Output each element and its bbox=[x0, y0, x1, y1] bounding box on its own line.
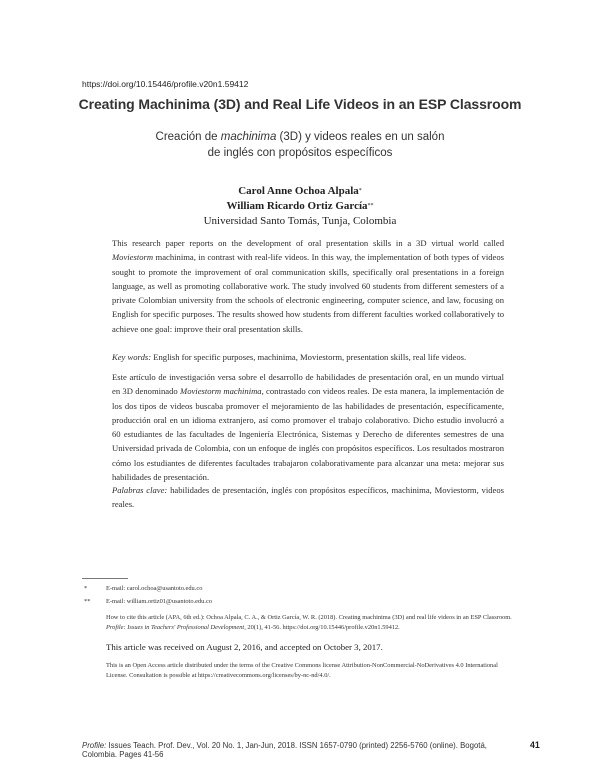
page-number: 41 bbox=[530, 740, 540, 750]
spanish-title-text: Creación de bbox=[155, 131, 221, 143]
article-title: Creating Machinima (3D) and Real Life Videos in an ESP Classroom bbox=[78, 96, 522, 112]
footnote-email[interactable]: E-mail: carol.ochoa@usantoto.edu.co bbox=[106, 585, 203, 592]
footer-journal: Profile: bbox=[82, 741, 107, 750]
keywords-text: habilidades de presentación, inglés con propósitos específicos, machinima, Moviestorm, videos reales. bbox=[112, 485, 504, 510]
keywords-en bbox=[112, 350, 504, 364]
author-footnote-mark: ** bbox=[367, 203, 374, 209]
resumen-italic: Moviestorm machinima bbox=[180, 386, 262, 397]
citation-text: 20(1), 41-56. https://doi.org/10.15446/profile.v20n1.59412. bbox=[245, 624, 400, 631]
footnote-mark: * bbox=[84, 585, 88, 592]
citation-journal: Profile: Issues in Teachers' Professional Development, bbox=[106, 624, 246, 631]
keywords-label: Key words: bbox=[112, 352, 152, 362]
affiliation: Universidad Santo Tomás, Tunja, Colombia bbox=[203, 215, 397, 227]
footnote-email[interactable]: E-mail: william.ortiz01@usantoto.edu.co bbox=[106, 598, 212, 605]
author-footnote-mark: * bbox=[358, 188, 362, 194]
spanish-title-italic: machinima bbox=[220, 131, 277, 143]
citation bbox=[106, 613, 516, 633]
keywords-text: English for specific purposes, machinima, Moviestorm, presentation skills, real life videos. bbox=[151, 352, 467, 362]
resumen-text: Este artículo de investigación versa sobre el desarrollo de habilidades de presentación oral, en un mundo virtual en 3D denominado bbox=[112, 372, 504, 397]
spanish-title-text: (3D) y videos reales en un salón bbox=[276, 131, 445, 143]
abstract-italic: Moviestorm bbox=[112, 252, 154, 263]
abstract-text: machinima, in contrast with real-life videos. In this way, the implementation of both types of videos sought to promote the improvement of oral communication skills, specifically oral presentations in a foreign language, as well as promoting collaborative work. The study involved 60 students from different semesters of a private Colombian university from the schools of electronic engineering, computer science, and law, focusing on English for specific purposes. The results showed how students from different faculties worked collaboratively to achieve one goal: improve their oral presentation skills. bbox=[112, 252, 504, 334]
author-name: Carol Anne Ochoa Alpala bbox=[238, 185, 359, 197]
spanish-title-line2: de inglés con propósitos específicos bbox=[207, 147, 393, 159]
doi-link[interactable]: https://doi.org/10.15446/profile.v20n1.59412 bbox=[82, 79, 249, 89]
received-date: This article was received on August 2, 2016, and accepted on October 3, 2017. bbox=[106, 642, 383, 652]
spanish-title bbox=[0, 129, 600, 161]
footer-text: Issues Teach. Prof. Dev., Vol. 20 No. 1, Jan-Jun, 2018. ISSN 1657-0790 (printed) 2256-5760 (online). Bogotá, Colombia. Pages 41-56 bbox=[82, 741, 487, 759]
abstract-es bbox=[112, 370, 504, 484]
author-block bbox=[0, 184, 600, 229]
footnote-item bbox=[84, 597, 212, 607]
license-note: This is an Open Access article distributed under the terms of the Creative Commons license Attribution-NonCommercial-NoDerivatives 4.0 International License. Consultation is possible at https://creativecommons.org/licenses/by-nc-nd/4.0/. bbox=[106, 662, 498, 679]
abstract-text: This research paper reports on the development of oral presentation skills in a 3D virtual world called bbox=[112, 238, 504, 248]
resumen-text: , contrastado con videos reales. De esta manera, la implementación de los dos tipos de videos buscaba promover el mejoramiento de las habilidades de presentación, específicamente, producción oral en un idioma extranjero, así como promover el trabajo colaborativo. Dicho estudio involucró a 60 estudiantes de las facultades de Ingeniería Electrónica, Sistemas y Derecho de diferentes semestres de una Universidad privada de Colombia, con un enfoque de inglés con propósitos específicos. Los resultados mostraron cómo los estudiantes de diferentes facultades trabajaron colaborativamente para alcanzar una meta: mejorar sus habilidades de presentación. bbox=[112, 386, 504, 483]
footnote-divider bbox=[82, 578, 128, 579]
footnote-mark: ** bbox=[84, 598, 91, 605]
citation-text: How to cite this article (APA, 6th ed.): Ochoa Alpala, C. A., & Ortiz García, W. R. (2018). Creating machinima (3D) and real life videos in an ESP Classroom. bbox=[106, 614, 512, 621]
keywords-es bbox=[112, 483, 504, 512]
footnote-item bbox=[84, 584, 202, 594]
keywords-label: Palabras clave: bbox=[112, 485, 168, 495]
author-name: William Ricardo Ortiz García bbox=[226, 200, 368, 212]
abstract-en bbox=[112, 236, 504, 336]
page-footer bbox=[82, 741, 520, 759]
